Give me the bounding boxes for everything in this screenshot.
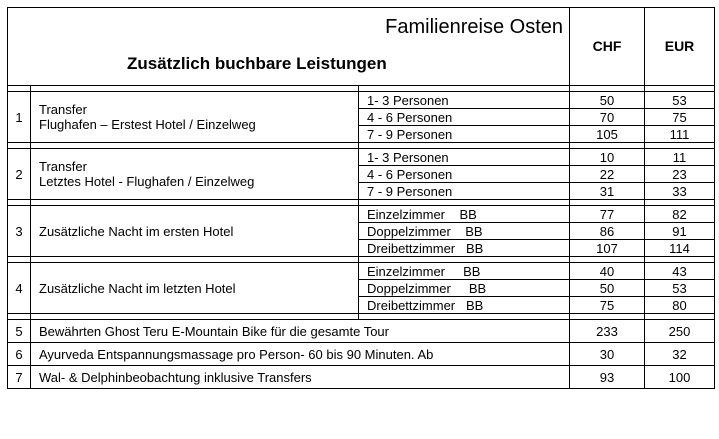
price-chf: 233 bbox=[570, 320, 645, 343]
service-description-line: Transfer bbox=[39, 159, 87, 174]
price-eur: 82 bbox=[645, 206, 715, 223]
service-description bbox=[31, 263, 359, 314]
column-header-chf: CHF bbox=[570, 8, 645, 86]
price-eur: 100 bbox=[645, 366, 715, 389]
option-row bbox=[8, 263, 715, 280]
price-eur: 91 bbox=[645, 223, 715, 240]
price-eur: 11 bbox=[645, 149, 715, 166]
option-label: 4 - 6 Personen bbox=[359, 109, 570, 126]
price-eur: 75 bbox=[645, 109, 715, 126]
service-description-line: Flughafen – Erstest Hotel / Einzelweg bbox=[39, 117, 256, 132]
service-description: Wal- & Delphinbeobachtung inklusive Transfers bbox=[31, 366, 570, 389]
price-chf: 50 bbox=[570, 280, 645, 297]
price-chf: 86 bbox=[570, 223, 645, 240]
column-header-eur: EUR bbox=[645, 8, 715, 86]
service-description bbox=[31, 92, 359, 143]
price-chf: 75 bbox=[570, 297, 645, 314]
option-label: 1- 3 Personen bbox=[359, 92, 570, 109]
option-label: 4 - 6 Personen bbox=[359, 166, 570, 183]
row-number: 4 bbox=[8, 263, 31, 314]
row-number: 2 bbox=[8, 149, 31, 200]
option-row bbox=[8, 149, 715, 166]
option-label: Doppelzimmer BB bbox=[359, 280, 570, 297]
option-label: Einzelzimmer BB bbox=[359, 263, 570, 280]
row-number: 7 bbox=[8, 366, 31, 389]
row-number: 5 bbox=[8, 320, 31, 343]
service-description-line: Zusätzliche Nacht im ersten Hotel bbox=[39, 223, 234, 239]
price-eur: 43 bbox=[645, 263, 715, 280]
price-eur: 32 bbox=[645, 343, 715, 366]
service-row bbox=[8, 320, 715, 343]
service-row bbox=[8, 366, 715, 389]
price-chf: 50 bbox=[570, 92, 645, 109]
option-label: Dreibettzimmer BB bbox=[359, 297, 570, 314]
price-chf: 105 bbox=[570, 126, 645, 143]
price-chf: 31 bbox=[570, 183, 645, 200]
price-eur: 33 bbox=[645, 183, 715, 200]
price-eur: 23 bbox=[645, 166, 715, 183]
price-eur: 250 bbox=[645, 320, 715, 343]
service-description: Ayurveda Entspannungsmassage pro Person- 60 bis 90 Minuten. Ab bbox=[31, 343, 570, 366]
price-chf: 107 bbox=[570, 240, 645, 257]
option-label: 7 - 9 Personen bbox=[359, 126, 570, 143]
service-description-line: Letztes Hotel - Flughafen / Einzelweg bbox=[39, 174, 255, 189]
price-chf: 30 bbox=[570, 343, 645, 366]
price-chf: 22 bbox=[570, 166, 645, 183]
service-description-line: Zusätzliche Nacht im letzten Hotel bbox=[39, 280, 236, 296]
service-description bbox=[31, 149, 359, 200]
price-chf: 10 bbox=[570, 149, 645, 166]
row-number: 3 bbox=[8, 206, 31, 257]
price-chf: 93 bbox=[570, 366, 645, 389]
price-chf: 70 bbox=[570, 109, 645, 126]
option-row bbox=[8, 206, 715, 223]
page-subtitle: Zusätzlich buchbare Leistungen bbox=[127, 54, 387, 73]
price-eur: 53 bbox=[645, 92, 715, 109]
option-label: Dreibettzimmer BB bbox=[359, 240, 570, 257]
service-description-line: Transfer bbox=[39, 102, 87, 117]
page-title: Familienreise Osten bbox=[385, 16, 564, 38]
option-label: Doppelzimmer BB bbox=[359, 223, 570, 240]
price-chf: 77 bbox=[570, 206, 645, 223]
option-label: 1- 3 Personen bbox=[359, 149, 570, 166]
option-label: Einzelzimmer BB bbox=[359, 206, 570, 223]
service-description bbox=[31, 206, 359, 257]
price-eur: 111 bbox=[645, 126, 715, 143]
option-label: 7 - 9 Personen bbox=[359, 183, 570, 200]
pricing-table bbox=[7, 7, 715, 389]
row-number: 1 bbox=[8, 92, 31, 143]
header-cell bbox=[8, 8, 570, 86]
price-eur: 114 bbox=[645, 240, 715, 257]
price-eur: 80 bbox=[645, 297, 715, 314]
price-chf: 40 bbox=[570, 263, 645, 280]
service-description: Bewährten Ghost Teru E-Mountain Bike für die gesamte Tour bbox=[31, 320, 570, 343]
service-row bbox=[8, 343, 715, 366]
option-row bbox=[8, 92, 715, 109]
row-number: 6 bbox=[8, 343, 31, 366]
price-eur: 53 bbox=[645, 280, 715, 297]
